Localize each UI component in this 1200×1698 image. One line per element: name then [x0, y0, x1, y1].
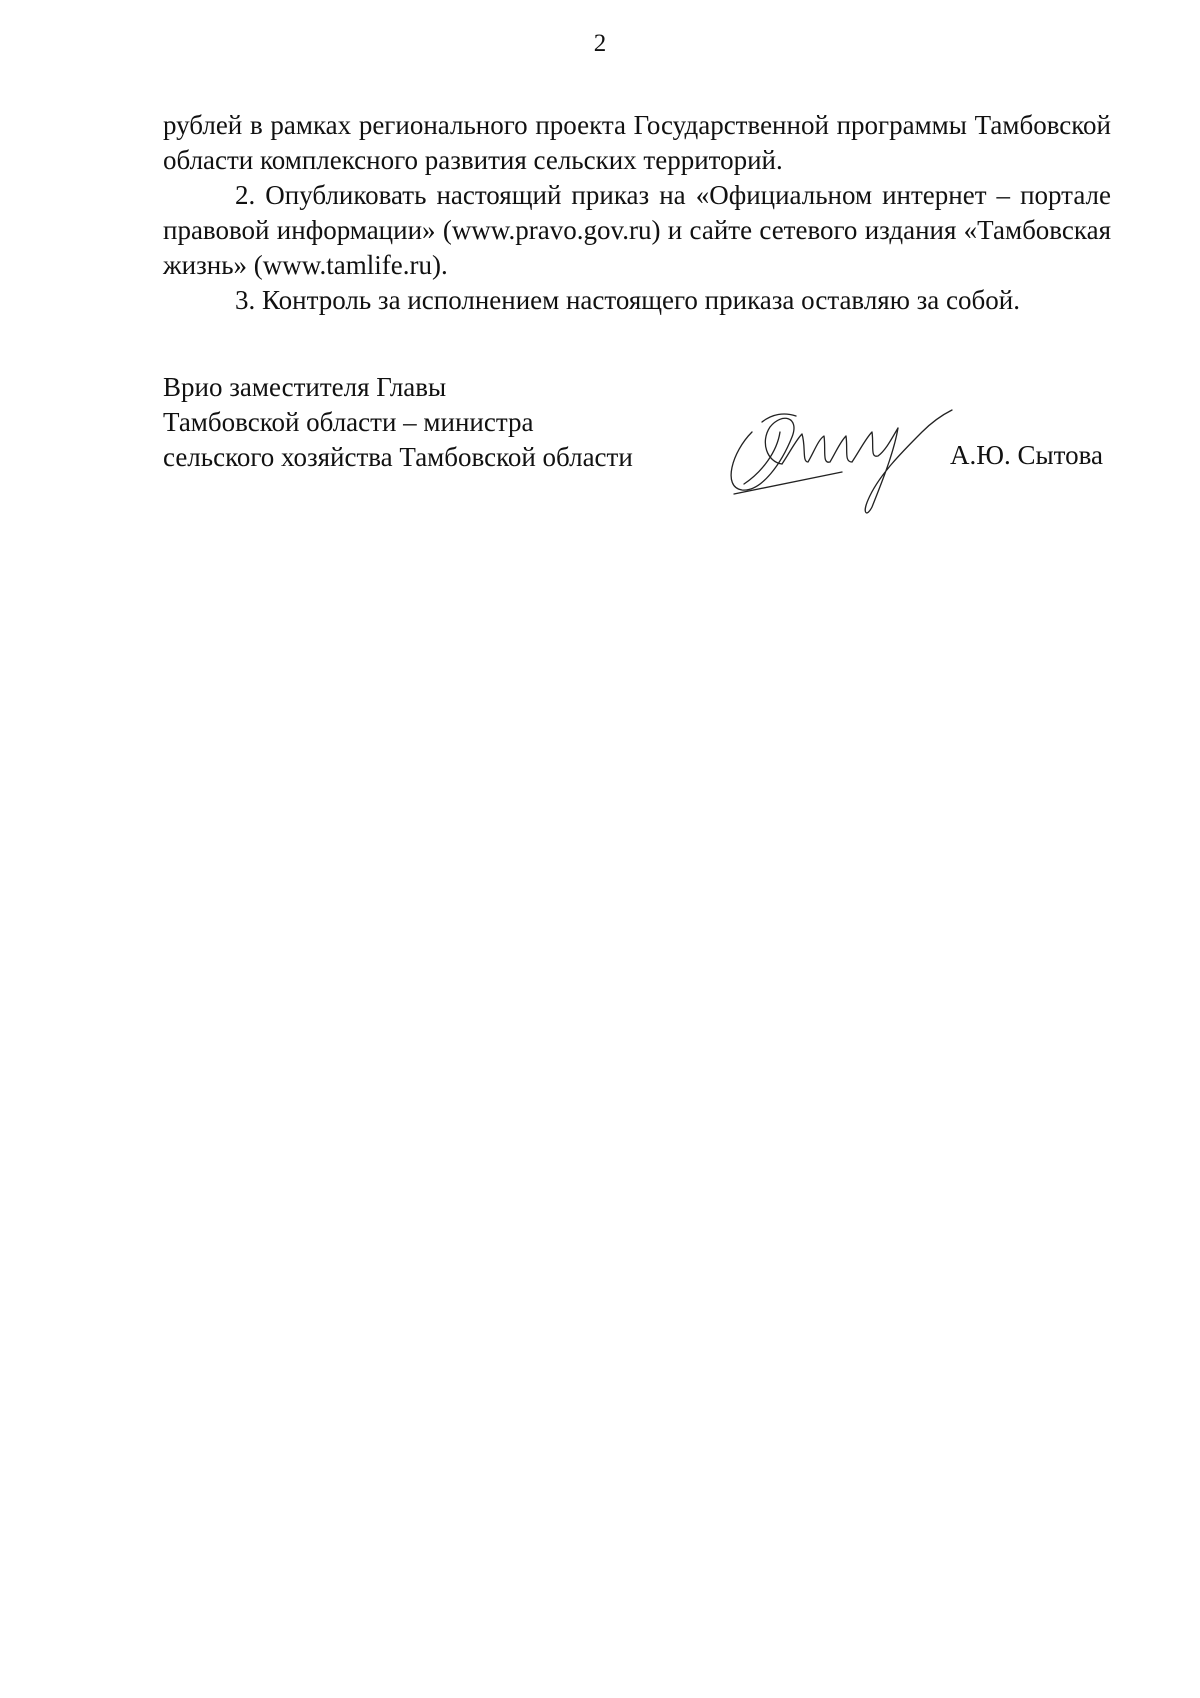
handwritten-signature — [722, 392, 954, 522]
paragraph-control: 3. Контроль за исполнением настоящего приказа оставляю за собой. — [235, 285, 1020, 315]
paragraph-publish: 2. Опубликовать настоящий приказ на «Официальном интернет – портале правовой информации» (www.pravo.gov.ru) и сайте сетевого издания «Тамбовская жизнь» (www.tamlife.ru). — [163, 180, 1111, 280]
page-number: 2 — [593, 30, 607, 57]
document-body — [163, 108, 1111, 318]
signatory-title-line: Тамбовской области – министра — [163, 407, 534, 437]
signer-name: А.Ю. Сытова — [950, 440, 1103, 470]
paragraph-continuation: рублей в рамках регионального проекта Государственной программы Тамбовской области комплексного развития сельских территорий. — [163, 110, 1111, 175]
signatory-title-line: сельского хозяйства Тамбовской области — [163, 442, 633, 472]
signatory-title-line: Врио заместителя Главы — [163, 372, 447, 402]
signatory-title — [163, 370, 633, 475]
